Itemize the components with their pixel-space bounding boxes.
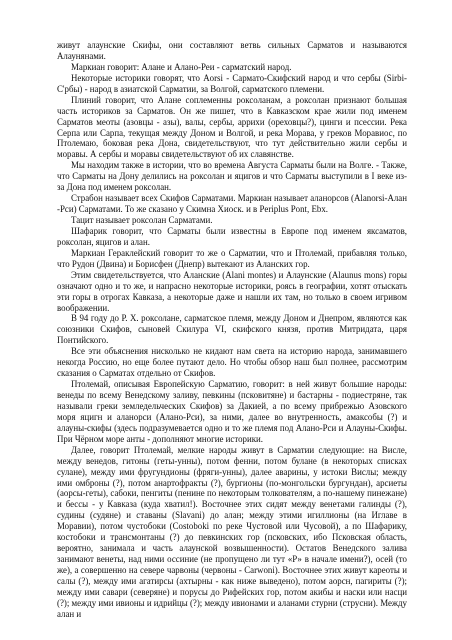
paragraph: Мы находим также в истории, что во времена Августа Сарматы были на Волге. - Также, что Сарматы на Дону делились на роксолан и яцигов и что Сарматы выступили в I веке из-за Дона под именем роксолан. [57, 160, 407, 193]
paragraph: В 94 году до Р. Х. роксолане, сарматское племя, между Доном и Днепром, являются как союзники Скифов, сыновей Скилура VI, скифского князя, против Митридата, царя Понтийского. [57, 313, 407, 346]
paragraph: Маркиан Гераклейский говорит то же о Сарматии, что и Птолемай, прибавляя только, что Рудон (Двина) и Борисфен (Днепр) вытекают из Аланских гор. [57, 247, 407, 269]
paragraph: Далее, говорит Птолемай, мелкие народы живут в Сарматии следующие: на Висле, между венедов, гитоны (геты-унны), потом фенни, потом булане (в некоторых списках сулане), между ими фругундионы (фряги-унны), далее аварины, у истоки Вислы; между ими омброны (?), потом анартофракты (?), бургионы (по-монгольски бургундан), арсиеты (аорсы-геты), сабоки, пенгиты (пенине по некоторым толкователям, а по-нашему пинежане) и бессы - у Кавказа (куда хватил!). Восточнее этих сидят между венетами галинды (?), судины (судяне) и ставаны (Slavani) до алан; между этими игиллионы (на Иглаве в Моравии), потом чустобоки (Costoboki по реке Чустовой или Чусовой), а по Шафарику, костобоки и трансмонтаны (?) до певкинских гор (псковских, ибо Псковская область, вероятно, занимала и часть алаунской возвышенности). Остатов Венедского залива занимают венеты, над ними оссиние (не пропущено ли тут «Р» в начале имени?), осей (то же), а совершенно на севере чарвоны (червоны - Carwoni). Восточнее этих живут кареоты и салы (?), между ими агатирсы (ахтырны - как ниже выведено), потом аорсн, пагириты (?); между ими савари (северяне) и порусы до Рифейских гор, потом акибы и наски или насци (?); между ими ивионы и идрийцы (?); между ивионами и аланами стурни (струсни). Между алан и [57, 444, 407, 619]
paragraph: Птолемай, описывая Европейскую Сарматию, говорит: в ней живут большие народы: венеды по всему Венедскому заливу, певкины (псковитяне) и бастарны - подиестряне, так называли греки земледельческих Скифов) за Дакией, а по всему прибрежью Азовского моря яцигн и аланорси (Алано-Рси), за ними, далее во внутренность, амаксобы (?) и алауны-скифы (здесь подразумевается одно и то же племя под Алано-Рси и Алауны-Скифы. При Чёрном море анты - дополняют многие историки. [57, 379, 407, 444]
paragraph: Шафарик говорит, что Сарматы были известны в Европе под именем яксаматов, роксолан, яцигов и алан. [57, 225, 407, 247]
document-page [57, 40, 407, 620]
paragraph: живут алаунские Скифы, они составляют ветвь сильных Сарматов и называются Алаунянами. [57, 40, 407, 61]
paragraph: Плиний говорит, что Алане соплеменны роксоланам, а роксолан признают большая часть историков за Сарматов. Он же пишет, что в Кавказском крае жили под именем Сарматов меоты (азовцы - азы), валы, сербы, аррихи (ореховцы?), цинги и псессии. Река Серпа или Сарпа, текущая между Доном и Волгой, и река Морава, у греков Моравиос, по Птолемаю, боковая река Дона, свидетельствуют, что тут действительно жили сербы и моравы. А сербы и моравы свидетельствуют об их славянстве. [57, 94, 407, 160]
paragraph: Страбон называет всех Скифов Сарматами. Маркиан называет аланорсов (Alanorsi-Алан -Рси) Сарматами. То же сказано у Скимна Хиоск. и в Periplus Pont, Ebx. [57, 193, 407, 215]
paragraph: Тацит называет роксолан Сарматами. [71, 215, 213, 225]
paragraph: Некоторые историки говорят, что Aorsi - Сармато-Скифский народ и что сербы (Sirbi- С'рбы) - народ в азиатской Сарматии, за Волгой, сарматского племени. [57, 72, 407, 94]
paragraph: Этим свидетельствуется, что Аланские (Alani montes) и Алаунские (Alaunus mons) горы означают одно и то же, и напрасно некоторые историки, роясь в географии, хотят отыскать эти горы в отрогах Кавказа, а некоторые даже и нашли их там, но только в своем игривом воображении. [57, 269, 407, 313]
paragraph: Все эти объяснения нисколько не кидают нам света на историю народа, занимавшего некогда Россию, но еще более путают дело. Но чтобы обзор наш был полнее, рассмотрим сказания о Сарматах отдельно от Скифов. [57, 346, 407, 379]
paragraph: Маркиан говорит: Алане и Алано-Реи - сарматский народ. [71, 61, 292, 72]
